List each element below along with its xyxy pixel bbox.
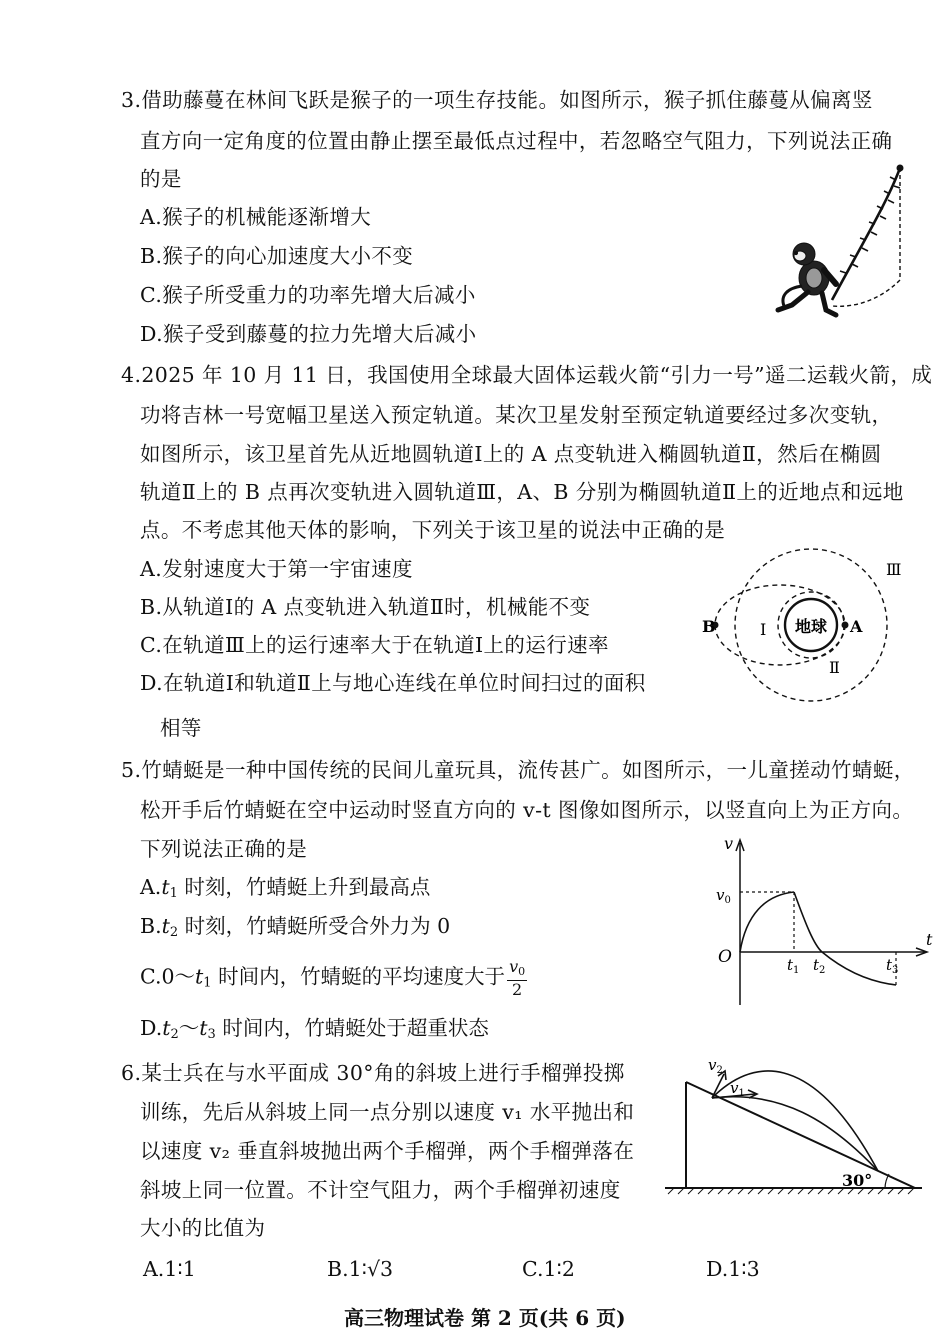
q5-c-frac-num-sub: 0	[518, 965, 526, 978]
vt-curve-rise	[740, 892, 794, 952]
q6-slope-figure	[660, 1050, 930, 1195]
q5-c-sub: 1	[203, 975, 212, 991]
q5-option-b	[140, 909, 450, 940]
q5-b-var: t	[161, 914, 170, 938]
v-axis-label: v	[724, 834, 734, 853]
q5-stem-line-3: 下列说法正确的是	[140, 837, 308, 861]
q6-stem-line-5: 大小的比值为	[140, 1216, 266, 1240]
orbit-3-label: Ⅲ	[886, 560, 902, 579]
q5-option-a	[140, 870, 430, 901]
q3-stem-line-3: 的是	[140, 167, 182, 191]
q5-d-var1: t	[162, 1016, 171, 1040]
q3-option-b: B.猴子的向心加速度大小不变	[140, 244, 414, 268]
orbit-2-label: Ⅱ	[829, 658, 840, 677]
q6-stem-line-2: 训练，先后从斜坡上同一点分别以速度 v₁ 水平抛出和	[140, 1100, 635, 1124]
v0-label: $v_0$	[716, 886, 731, 906]
q5-c-frac-num: v	[509, 957, 519, 976]
vine-icon	[832, 168, 900, 300]
vt-curve-fall	[794, 892, 899, 985]
q4-stem-line-5: 点。不考虑其他天体的影响，下列关于该卫星的说法中正确的是	[140, 518, 726, 542]
q4-option-b: B.从轨道Ⅰ的 A 点变轨进入轨道Ⅱ时，机械能不变	[140, 595, 591, 619]
q5-c-text: 时间内，竹蜻蜓的平均速度大于	[211, 964, 506, 989]
q4-stem-line-2: 功将吉林一号宽幅卫星送入预定轨道。某次卫星发射至预定轨道要经过多次变轨，	[140, 403, 893, 427]
q6-option-b: B.1∶√3	[327, 1257, 394, 1281]
q5-option-d	[140, 1011, 489, 1042]
q5-d-prefix: D.	[140, 1016, 163, 1040]
q5-c-var: t	[195, 964, 204, 989]
q5-c-frac-den: 2	[511, 980, 523, 999]
q4-option-d: D.在轨道Ⅰ和轨道Ⅱ上与地心连线在单位时间扫过的面积	[140, 671, 646, 695]
q5-b-text: 时刻，竹蜻蜓所受合外力为 0	[178, 914, 451, 938]
q5-c-prefix: C.0～	[140, 964, 196, 989]
q5-c-fraction	[507, 958, 527, 998]
q5-a-var: t	[161, 875, 170, 899]
q6-option-d: D.1∶3	[706, 1257, 760, 1281]
q4-option-d-cont: 相等	[160, 716, 202, 740]
q4-option-a: A.发射速度大于第一宇宙速度	[140, 557, 413, 581]
q3-stem-line-2: 直方向一定角度的位置由静止摆至最低点过程中，若忽略空气阻力，下列说法正确	[140, 129, 893, 153]
q5-stem-line-1: 5.竹蜻蜓是一种中国传统的民间儿童玩具，流传甚广。如图所示，一儿童搓动竹蜻蜓，	[121, 758, 915, 782]
q5-b-prefix: B.	[140, 914, 162, 938]
orbit-1-label: Ⅰ	[760, 620, 767, 639]
t-axis-label: t	[926, 930, 933, 949]
earth-label: 地球	[794, 617, 828, 636]
q4-stem-line-4: 轨道Ⅱ上的 B 点再次变轨进入圆轨道Ⅲ，A、B 分别为椭圆轨道Ⅱ上的近地点和远地	[140, 480, 904, 504]
q5-d-mid: ～	[178, 1016, 200, 1040]
q5-d-text: 时间内，竹蜻蜓处于超重状态	[215, 1016, 489, 1040]
q5-a-sub: 1	[169, 886, 178, 901]
q4-stem-line-1: 4.2025 年 10 月 11 日，我国使用全球最大固体运载火箭“引力一号”遥二运载火箭，成	[121, 363, 933, 387]
q5-option-c	[140, 958, 527, 998]
q4-stem-line-3: 如图所示，该卫星首先从近地圆轨道Ⅰ上的 A 点变轨进入椭圆轨道Ⅱ，然后在椭圆	[140, 442, 882, 466]
angle-label: 30°	[842, 1171, 873, 1190]
q3-stem-line-1: 3.借助藤蔓在林间飞跃是猴子的一项生存技能。如图所示，猴子抓住藤蔓从偏离竖	[121, 88, 873, 112]
v2-label: $v_2$	[708, 1056, 723, 1076]
q5-b-sub: 2	[169, 925, 179, 940]
q3-option-a: A.猴子的机械能逐渐增大	[140, 205, 372, 229]
q5-d-var2: t	[199, 1016, 208, 1040]
point-a-label: A	[850, 617, 863, 636]
q6-option-c: C.1∶2	[522, 1257, 575, 1281]
t1-label: $t_1$	[787, 956, 800, 976]
q3-option-c: C.猴子所受重力的功率先增大后减小	[140, 283, 476, 307]
v1-label: $v_1$	[730, 1079, 745, 1099]
q5-a-prefix: A.	[140, 875, 162, 899]
q5-a-text: 时刻，竹蜻蜓上升到最高点	[177, 875, 431, 899]
q5-d-sub2: 3	[207, 1027, 216, 1042]
q5-stem-line-2: 松开手后竹蜻蜓在空中运动时竖直方向的 v-t 图像如图所示，以竖直向上为正方向。	[140, 798, 914, 822]
monkey-icon	[778, 243, 836, 315]
origin-label: O	[718, 947, 732, 967]
q6-stem-line-3: 以速度 v₂ 垂直斜坡抛出两个手榴弹，两个手榴弹落在	[140, 1139, 635, 1163]
q3-option-d: D.猴子受到藤蔓的拉力先增大后减小	[140, 322, 477, 346]
q4-orbit-figure	[700, 545, 915, 695]
q5-d-sub1: 2	[170, 1027, 179, 1042]
q6-stem-line-1: 6.某士兵在与水平面成 30°角的斜坡上进行手榴弹投掷	[121, 1061, 625, 1085]
q6-stem-line-4: 斜坡上同一位置。不计空气阻力，两个手榴弹初速度	[140, 1178, 621, 1202]
point-b-label: B	[702, 617, 716, 636]
t3-label: $t_3$	[886, 956, 899, 976]
q3-monkey-figure	[770, 160, 915, 330]
t2-label: $t_2$	[813, 956, 826, 976]
q4-option-c: C.在轨道Ⅲ上的运行速率大于在轨道Ⅰ上的运行速率	[140, 633, 609, 657]
q5-vt-graph	[710, 834, 933, 1010]
page-footer: 高三物理试卷 第 2 页(共 6 页)	[344, 1306, 626, 1330]
q6-option-a: A.1∶1	[143, 1257, 196, 1281]
